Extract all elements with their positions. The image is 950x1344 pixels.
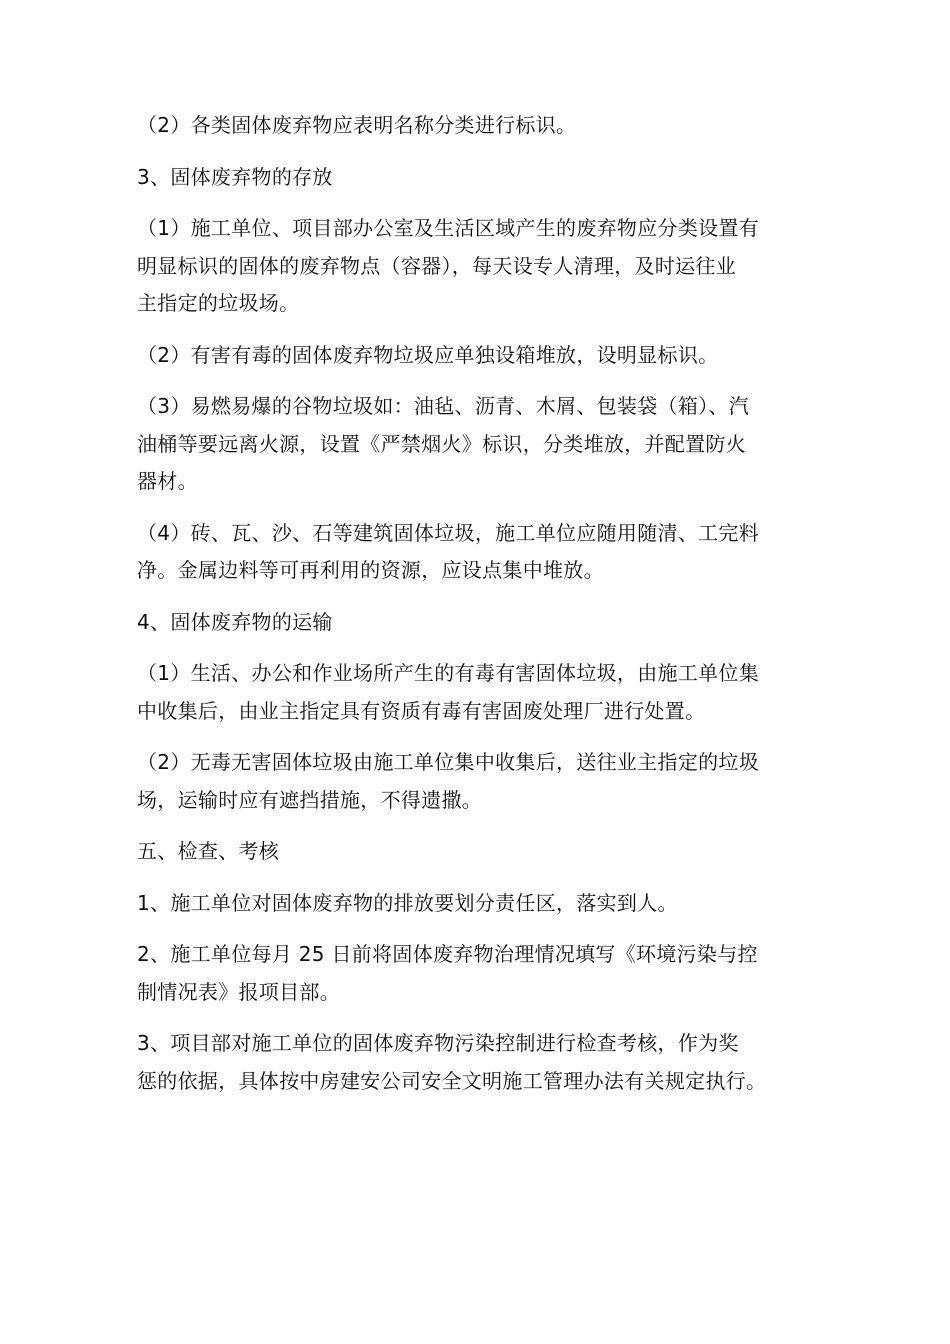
text-line: （2）有害有毒的固体废弃物垃圾应单独设箱堆放，设明显标识。 xyxy=(137,342,719,367)
text-line: 惩的依据，具体按中房建安公司安全文明施工管理办法有关规定执行。 xyxy=(137,1068,767,1093)
text-line: 制情况表》报项目部。 xyxy=(137,979,340,1004)
text-line: 2、施工单位每月 25 日前将固体废弃物治理情况填写《环境污染与控 xyxy=(137,942,758,966)
text-line: 净。金属边料等可再利用的资源，应设点集中堆放。 xyxy=(137,558,604,582)
paragraph xyxy=(137,515,827,590)
text-line: 场，运输时应有遮挡措施，不得遗撒。 xyxy=(137,787,483,812)
paragraph xyxy=(137,885,827,923)
paragraph xyxy=(137,744,827,819)
text-line: 中收集后，由业主指定具有资质有毒有害固废处理厂进行处置。 xyxy=(137,698,706,723)
text-line: 3、固体废弃物的存放 xyxy=(137,164,333,189)
paragraph xyxy=(137,936,827,1011)
text-line: 明显标识的固体的废弃物点（容器），每天设专人清理，及时运往业 xyxy=(137,253,736,278)
paragraph xyxy=(137,388,827,501)
section-heading xyxy=(137,833,827,871)
paragraph xyxy=(137,107,827,145)
text-line: （2）各类固体废弃物应表明名称分类进行标识。 xyxy=(137,113,577,137)
text-line: 五、检查、考核 xyxy=(137,839,280,863)
text-line: 1、施工单位对固体废弃物的排放要划分责任区，落实到人。 xyxy=(137,890,678,915)
paragraph xyxy=(137,1025,827,1100)
text-line: （4）砖、瓦、沙、石等建筑固体垃圾，施工单位应随用随清、工完料 xyxy=(137,520,760,545)
text-line: （1）生活、办公和作业场所产生的有毒有害固体垃圾，由施工单位集 xyxy=(137,661,760,685)
text-line: （2）无毒无害固体垃圾由施工单位集中收集后，送往业主指定的垃圾 xyxy=(137,750,760,774)
text-line: （1）施工单位、项目部办公室及生活区域产生的废弃物应分类设置有 xyxy=(137,216,760,240)
text-line: （3）易燃易爆的谷物垃圾如：油毡、沥青、木屑、包装袋（箱）、汽 xyxy=(137,394,750,418)
text-line: 4、固体废弃物的运输 xyxy=(137,609,333,634)
paragraph xyxy=(137,210,827,323)
section-heading xyxy=(137,159,827,197)
section-heading xyxy=(137,604,827,642)
text-line: 油桶等要远离火源，设置《严禁烟火》标识，分类堆放，并配置防火 xyxy=(137,431,746,456)
document-body xyxy=(137,107,827,1114)
text-line: 主指定的垃圾场。 xyxy=(137,291,300,315)
text-line: 器材。 xyxy=(137,469,198,493)
paragraph xyxy=(137,337,827,375)
text-line: 3、项目部对施工单位的固体废弃物污染控制进行检查考核，作为奖 xyxy=(137,1031,739,1055)
paragraph xyxy=(137,655,827,730)
